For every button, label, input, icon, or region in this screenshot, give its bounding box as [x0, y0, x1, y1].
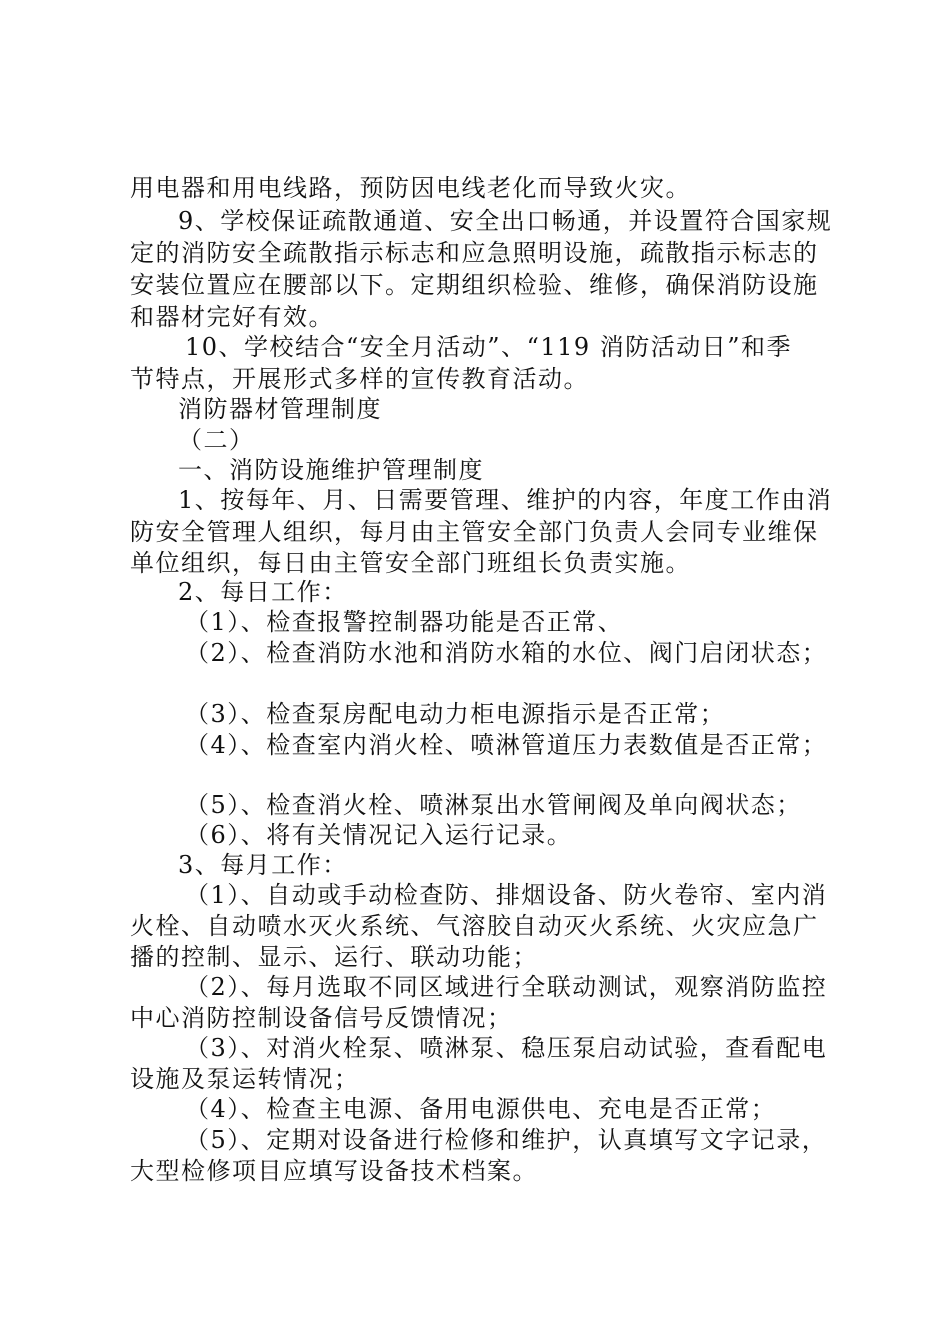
text-line: 1、按每年、月、日需要管理、维护的内容，年度工作由消	[178, 486, 833, 514]
section-heading: 一、消防设施维护管理制度	[178, 456, 484, 484]
section-subtitle: （二）	[178, 426, 255, 454]
text-line: 10、学校结合“安全月活动”、“119 消防活动日”和季	[185, 333, 793, 361]
text-line: 安装位置应在腰部以下。定期组织检验、维修，确保消防设施	[130, 271, 819, 299]
text-line: （3）、检查泵房配电动力柜电源指示是否正常；	[185, 700, 726, 728]
text-line: （2）、检查消防水池和消防水箱的水位、阀门启闭状态；	[185, 639, 828, 667]
text-line: （4）、检查室内消火栓、喷淋管道压力表数值是否正常；	[185, 731, 828, 759]
text-line: （5）、检查消火栓、喷淋泵出水管闸阀及单向阀状态；	[185, 791, 802, 819]
text-line: 单位组织，每日由主管安全部门班组长负责实施。	[130, 549, 691, 577]
text-line: （6）、将有关情况记入运行记录。	[185, 821, 573, 849]
section-title: 消防器材管理制度	[178, 395, 382, 423]
text-line: （1）、自动或手动检查防、排烟设备、防火卷帘、室内消	[185, 881, 828, 909]
text-line: （2）、每月选取不同区域进行全联动测试，观察消防监控	[185, 973, 828, 1001]
text-line: 定的消防安全疏散指示标志和应急照明设施，疏散指示标志的	[130, 239, 819, 267]
text-line: （5）、定期对设备进行检修和维护，认真填写文字记录，	[185, 1126, 828, 1154]
text-line: 节特点，开展形式多样的宣传教育活动。	[130, 365, 589, 393]
text-line: 设施及泵运转情况；	[130, 1065, 360, 1093]
text-line: （4）、检查主电源、备用电源供电、充电是否正常；	[185, 1095, 777, 1123]
text-line: 大型检修项目应填写设备技术档案。	[130, 1157, 538, 1185]
text-line: 3、每月工作：	[178, 851, 348, 879]
text-line: 用电器和用电线路，预防因电线老化而导致火灾。	[130, 174, 691, 202]
text-line: （3）、对消火栓泵、喷淋泵、稳压泵启动试验，查看配电	[185, 1034, 828, 1062]
text-line: （1）、检查报警控制器功能是否正常、	[185, 608, 624, 636]
text-line: 2、每日工作：	[178, 578, 348, 606]
text-line: 中心消防控制设备信号反馈情况；	[130, 1004, 513, 1032]
text-line: 和器材完好有效。	[130, 303, 334, 331]
text-line: 播的控制、显示、运行、联动功能；	[130, 943, 538, 971]
text-line: 防安全管理人组织，每月由主管安全部门负责人会同专业维保	[130, 518, 819, 546]
text-line: 火栓、自动喷水灭火系统、气溶胶自动灭火系统、火灾应急广	[130, 912, 819, 940]
text-line: 9、学校保证疏散通道、安全出口畅通，并设置符合国家规	[178, 207, 833, 235]
